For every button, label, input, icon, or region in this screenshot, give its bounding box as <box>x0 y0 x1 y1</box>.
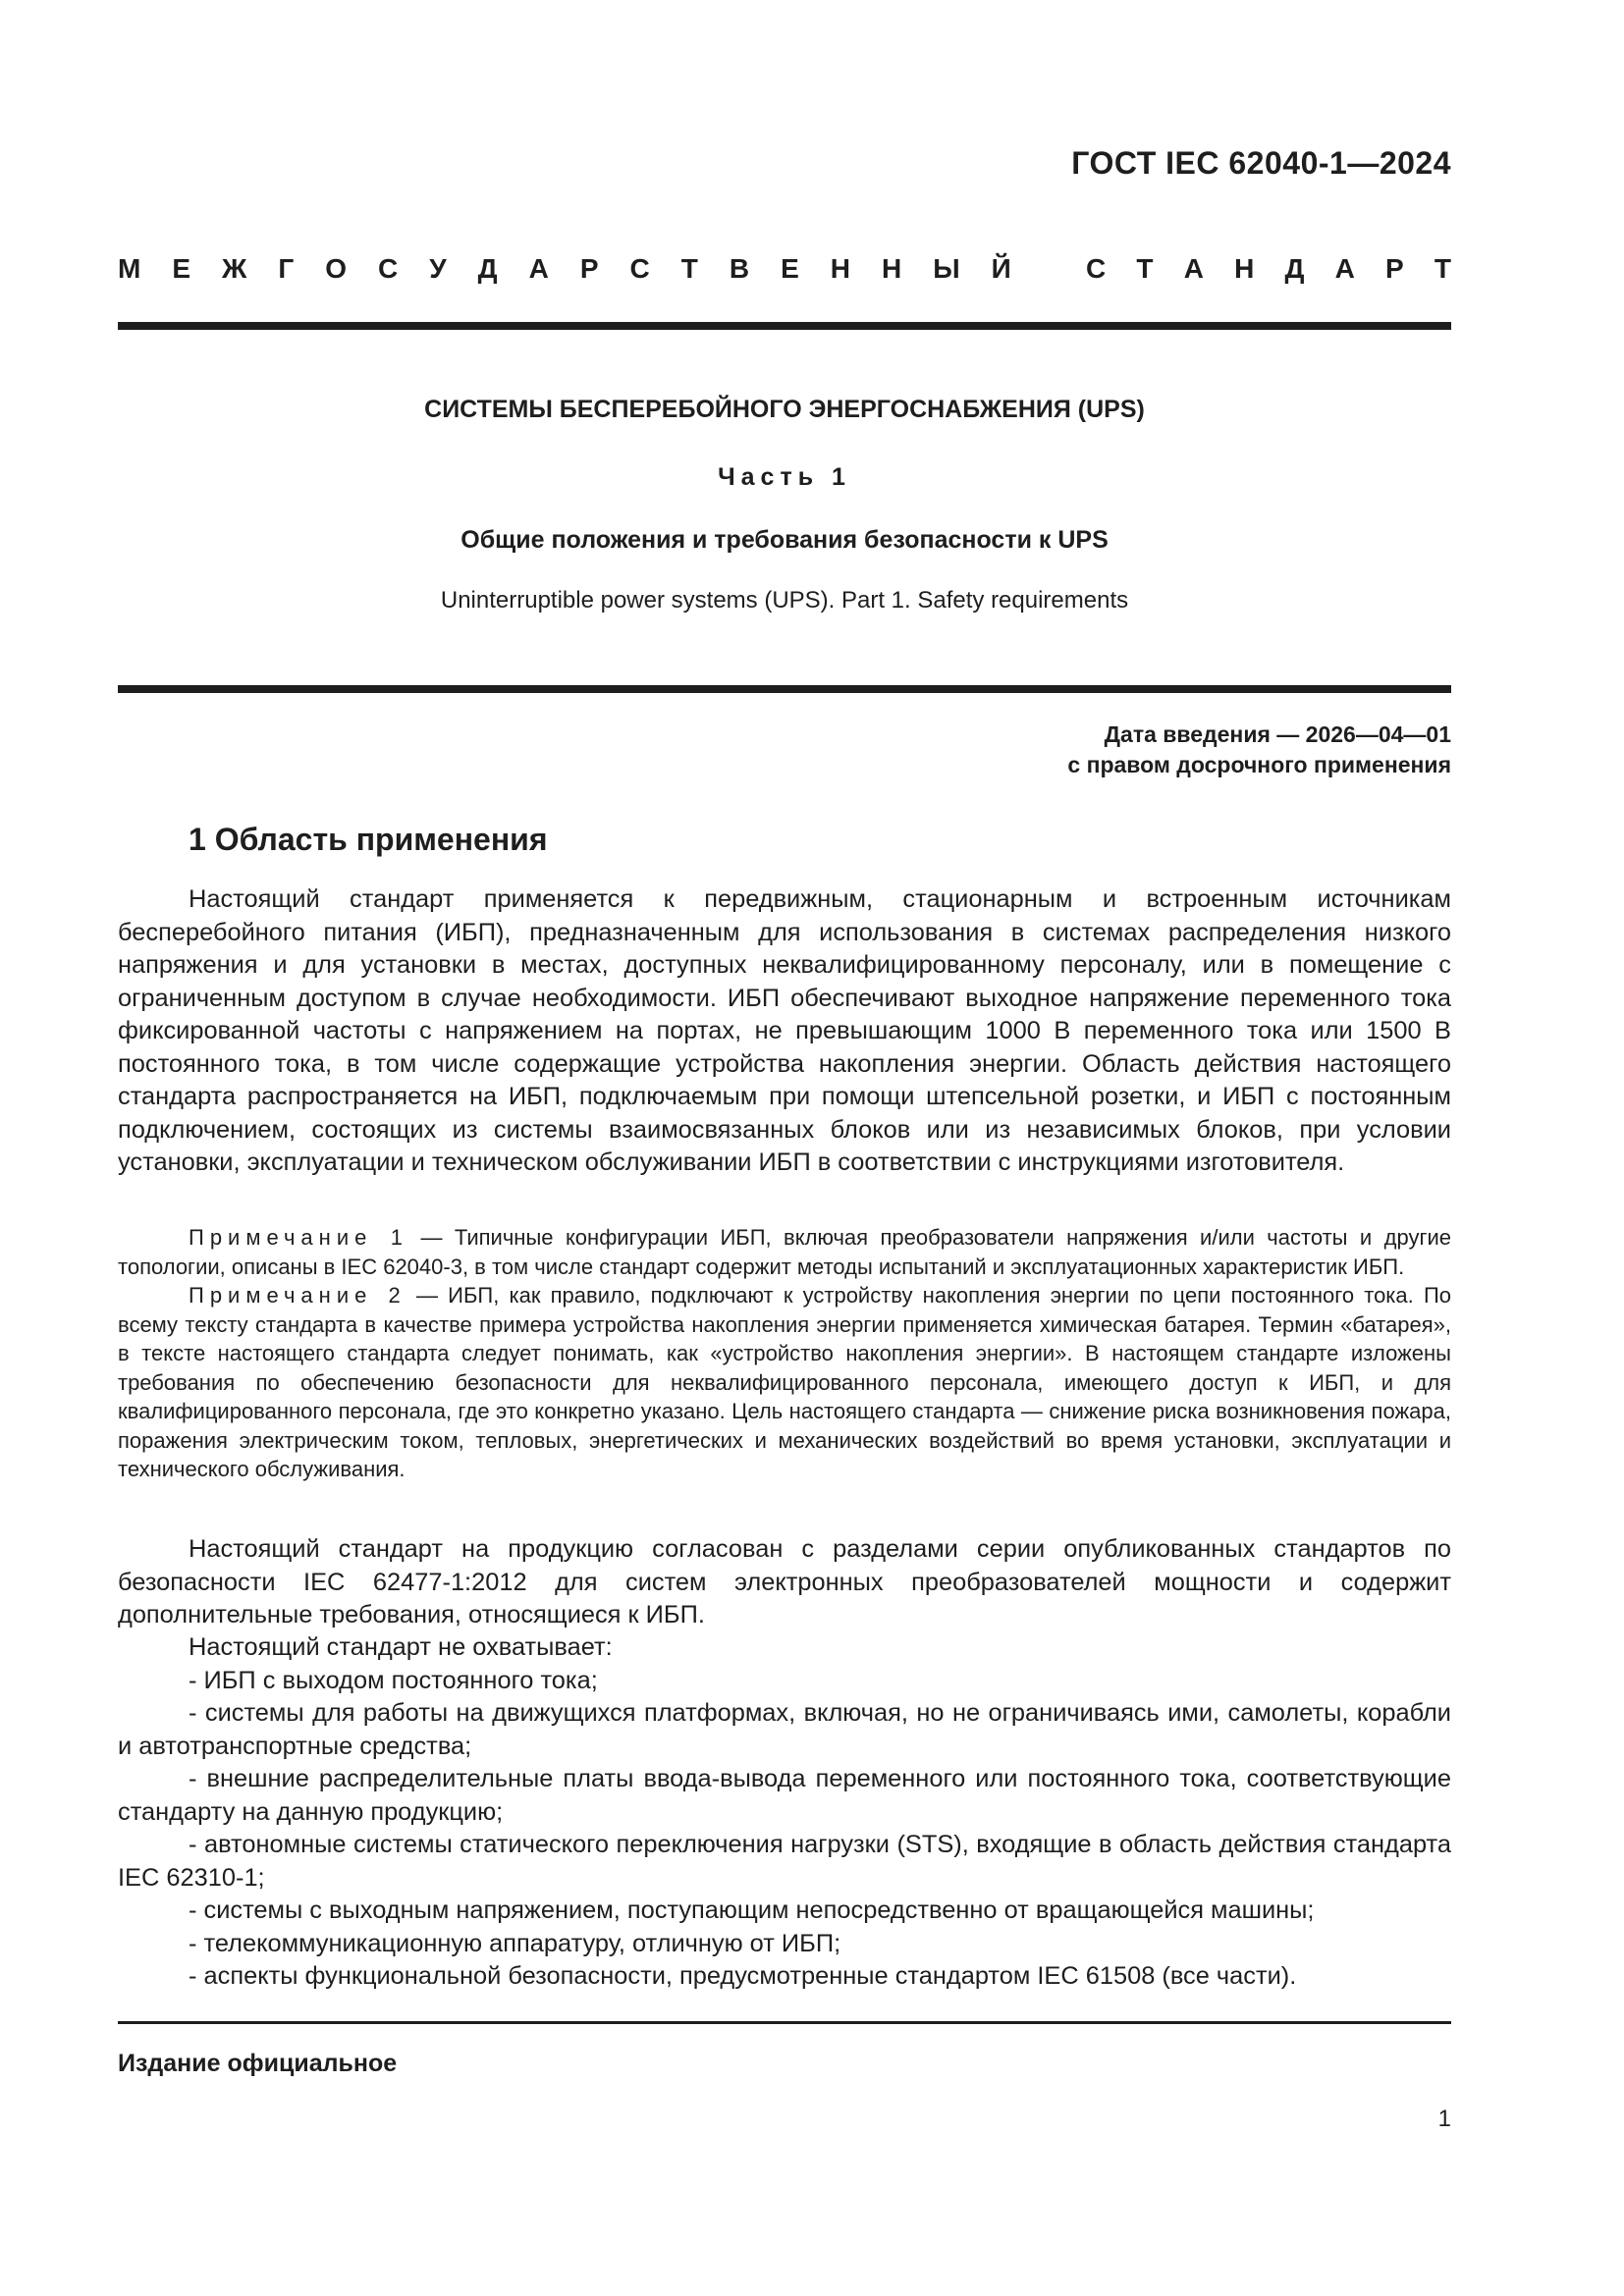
note-text: — Типичные конфигурации ИБП, включая преобразователи напряжения и/или частоты и другие топологии, описаны в IEC 62040-3, в том числе стандарт содержит методы испытаний и эксплуатационных характеристик ИБП. <box>118 1225 1452 1279</box>
heading-letter: С <box>629 253 650 284</box>
heading-letter: А <box>528 253 549 284</box>
heading-letter: Н <box>1234 253 1255 284</box>
title-divider <box>118 685 1451 693</box>
note-label: Примечание 1 <box>189 1225 409 1250</box>
heading-letter: Д <box>1284 253 1305 284</box>
official-edition-label: Издание официальное <box>118 2050 398 2077</box>
page-number: 1 <box>1437 2106 1451 2132</box>
heading-letter: Г <box>278 253 295 284</box>
document-code: ГОСТ IEC 62040-1—2024 <box>1071 145 1451 181</box>
list-item: - внешние распределительные платы ввода-вывода переменного или постоянного тока, соответствующие стандарту на данную продукцию; <box>118 1765 1451 1826</box>
heading-letter: Д <box>477 253 498 284</box>
note-1 <box>118 1223 1451 1281</box>
document-page <box>118 0 1451 2296</box>
list-item: - системы для работы на движущихся платформах, включая, но не ограничиваясь ими, самолеты, корабли и автотранспортные средства; <box>118 1699 1451 1760</box>
exclusions-intro: Настоящий стандарт не охватывает: <box>189 1633 613 1661</box>
heading-letter: Р <box>1385 253 1404 284</box>
document-title: СИСТЕМЫ БЕСПЕРЕБОЙНОГО ЭНЕРГОСНАБЖЕНИЯ (UPS) <box>424 396 1145 423</box>
interstate-standard-heading <box>118 253 1451 285</box>
heading-letter: Й <box>991 253 1011 284</box>
heading-letter: С <box>1086 253 1107 284</box>
top-divider <box>118 322 1451 330</box>
harmonization-paragraph <box>118 1533 1451 1632</box>
introduction-date-block <box>1067 720 1451 780</box>
document-part: Часть 1 <box>718 463 851 491</box>
list-item: - автономные системы статического переключения нагрузки (STS), входящие в область действия стандарта IEC 62310-1; <box>118 1831 1451 1892</box>
heading-letter: Н <box>882 253 902 284</box>
heading-letter: Т <box>680 253 698 284</box>
interstate-word <box>118 253 1011 285</box>
paragraph-text: Настоящий стандарт на продукцию согласован с разделами серии опубликованных стандартов по безопасности IEC 62477-1:2012 для систем электронных преобразователей мощности и содержит дополнительные требования, относящиеся к ИБП. <box>118 1535 1451 1629</box>
list-item: - телекоммуникационную аппаратуру, отличную от ИБП; <box>189 1929 841 1957</box>
notes-block <box>118 1223 1451 1484</box>
heading-letter: Ы <box>933 253 960 284</box>
list-item: - системы с выходным напряжением, поступающим непосредственно от вращающейся машины; <box>189 1896 1315 1924</box>
footer-divider <box>118 2021 1451 2024</box>
heading-letter: О <box>325 253 347 284</box>
introduction-date: Дата введения — 2026—04—01 <box>1104 721 1451 747</box>
heading-letter: Е <box>172 253 191 284</box>
heading-letter: Р <box>579 253 599 284</box>
heading-letter: В <box>729 253 750 284</box>
early-application-note: с правом досрочного применения <box>1067 752 1451 777</box>
section-heading: 1 Область применения <box>189 822 548 857</box>
heading-letter: Н <box>830 253 851 284</box>
note-label: Примечание 2 <box>189 1283 406 1308</box>
document-subtitle: Общие положения и требования безопасности к UPS <box>460 526 1109 554</box>
heading-letter: Ж <box>222 253 247 284</box>
list-item: - ИБП с выходом постоянного тока; <box>189 1666 598 1694</box>
heading-letter: У <box>429 253 447 284</box>
standard-word <box>1086 253 1451 285</box>
exclusions-list <box>118 1631 1451 1994</box>
heading-letter: М <box>118 253 141 284</box>
heading-letter: А <box>1183 253 1204 284</box>
document-english-title: Uninterruptible power systems (UPS). Part 1. Safety requirements <box>440 587 1129 614</box>
heading-letter: С <box>377 253 399 284</box>
paragraph-text: Настоящий стандарт применяется к передвижным, стационарным и встроенным источникам бесперебойного питания (ИБП), предназначенным для использования в системах распределения низкого напряжения и для установки в местах, доступных неквалифицированному персоналу, или в помещение с ограниченным доступом в случае необходимости. ИБП обеспечивают выходное напряжение переменного тока фиксированной частоты с напряжением на портах, не превышающим 1000 В переменного тока или 1500 В постоянного тока, в том числе содержащие устройства накопления энергии. Область действия настоящего стандарта распространяется на ИБП, подключаемым при помощи штепсельной розетки, и ИБП с постоянным подключением, состоящих из системы взаимосвязанных блоков или из независимых блоков, при условии установки, эксплуатации и техническом обслуживании ИБП в соответствии с инструкциями изготовителя. <box>118 885 1451 1176</box>
heading-letter: А <box>1334 253 1355 284</box>
list-item: - аспекты функциональной безопасности, предусмотренные стандартом IEC 61508 (все части). <box>189 1962 1297 1990</box>
scope-paragraph <box>118 883 1451 1180</box>
heading-letter: Е <box>781 253 799 284</box>
heading-letter: Т <box>1136 253 1154 284</box>
note-text: — ИБП, как правило, подключают к устройству накопления энергии по цепи постоянного тока. По всему тексту стандарта в качестве примера устройства накопления энергии применяется химическая батарея. Термин «батарея», в тексте настоящего стандарта следует понимать, как «устройство накопления энергии». В настоящем стандарте изложены требования по обеспечению безопасности для неквалифицированного персонала, имеющего доступ к ИБП, и для квалифицированного персонала, где это конкретно указано. Цель настоящего стандарта — снижение риска возникновения пожара, поражения электрическим током, тепловых, энергетических и механических воздействий во время установки, эксплуатации и технического обслуживания. <box>118 1283 1451 1481</box>
note-2 <box>118 1281 1451 1484</box>
heading-letter: Т <box>1434 253 1451 284</box>
